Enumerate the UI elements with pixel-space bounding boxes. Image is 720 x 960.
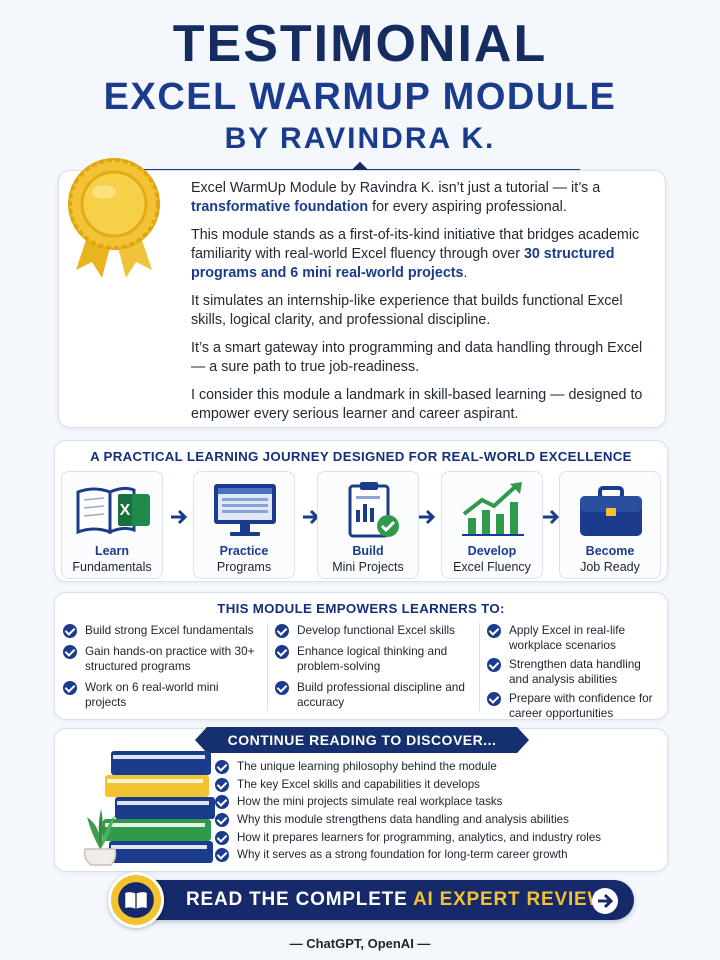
list-item — [275, 680, 471, 710]
testimonial-paragraph — [191, 179, 647, 217]
award-medal-icon — [62, 152, 166, 286]
testimonial-paragraph: It simulates an internship-like experience that builds functional Excel skills, logical clarity, and professional discipline. — [191, 293, 623, 328]
list-item-text: Work on 6 real-world mini projects — [85, 680, 219, 709]
check-circle-icon — [487, 692, 501, 706]
discover-list — [215, 759, 601, 865]
step-sublabel: Fundamentals — [72, 560, 152, 574]
empowers-column-1 — [63, 623, 263, 710]
clipboard-chart-icon — [330, 480, 408, 540]
continue-reading-ribbon: CONTINUE READING TO DISCOVER... — [207, 727, 517, 753]
cta-label: READ THE COMPLETE — [186, 889, 413, 910]
empowers-title: THIS MODULE EMPOWERS LEARNERS TO: — [217, 601, 505, 616]
list-item-text: Build strong Excel fundamentals — [85, 623, 254, 637]
page-subtitle: EXCEL WARMUP MODULE — [103, 76, 617, 118]
check-circle-icon — [215, 831, 229, 845]
check-circle-icon — [63, 681, 77, 695]
page-title: TESTIMONIAL — [172, 15, 548, 73]
cta-label-accent: AI EXPERT REVIEW — [412, 889, 607, 910]
journey-step-practice — [193, 471, 295, 579]
arrow-right-icon — [169, 507, 189, 527]
step-sublabel: Excel Fluency — [453, 560, 531, 574]
step-label: Become — [585, 544, 635, 558]
list-item — [215, 847, 601, 863]
arrow-right-icon — [541, 507, 561, 527]
check-circle-icon — [215, 795, 229, 809]
list-item — [63, 623, 263, 638]
testimonial-text: This module stands as a first-of-its-kind initiative that bridges academic familiarity with real-world Excel fluency through over — [191, 227, 640, 262]
testimonial-text: for every aspiring professional. — [368, 199, 567, 215]
monitor-icon — [206, 480, 284, 540]
testimonial-paragraph — [191, 226, 647, 283]
check-circle-icon — [275, 681, 289, 695]
check-circle-icon — [275, 645, 289, 659]
list-item-text: Gain hands-on practice with 30+ structured programs — [85, 644, 255, 673]
list-item — [215, 812, 601, 828]
testimonial-highlight: 30 structured programs and 6 mini real-world projects — [191, 246, 615, 281]
page-byline: BY RAVINDRA K. — [224, 122, 496, 155]
list-item-text: Apply Excel in real-life workplace scenarios — [509, 623, 626, 652]
journey-step-become — [559, 471, 661, 579]
testimonial-paragraph: I consider this module a landmark in skill-based learning — designed to empower every serious learner and career aspirant. — [191, 387, 643, 422]
list-item-text: Why this module strengthens data handling and analysis abilities — [237, 813, 569, 827]
continue-reading-panel — [54, 728, 668, 872]
journey-step-build — [317, 471, 419, 579]
check-circle-icon — [63, 624, 77, 638]
empowers-panel — [54, 592, 668, 720]
step-label: Practice — [219, 544, 269, 558]
journey-title: A PRACTICAL LEARNING JOURNEY DESIGNED FOR REAL-WORLD EXCELLENCE — [90, 449, 632, 464]
list-item-text: Enhance logical thinking and problem-solving — [297, 644, 448, 673]
empowers-column-2 — [271, 623, 471, 710]
list-item-text: How it prepares learners for programming, analytics, and industry roles — [237, 830, 602, 844]
list-item — [275, 644, 471, 674]
step-sublabel: Mini Projects — [332, 560, 404, 574]
arrow-right-icon — [417, 507, 437, 527]
journey-step-learn — [61, 471, 163, 579]
read-review-button[interactable] — [112, 880, 634, 920]
learning-journey-panel — [54, 440, 668, 582]
svg-text:X: X — [119, 502, 131, 519]
check-circle-icon — [487, 658, 501, 672]
list-item — [487, 691, 655, 721]
step-sublabel: Job Ready — [580, 560, 640, 574]
list-item-text: Prepare with confidence for career opportunities — [509, 691, 653, 720]
testimonial-paragraph: It’s a smart gateway into programming and data handling through Excel — a sure path to true job-readiness. — [191, 340, 643, 375]
list-item-text: The unique learning philosophy behind the module — [237, 760, 497, 773]
list-item — [487, 623, 655, 653]
step-label: Learn — [94, 544, 130, 558]
testimonial-text: . — [463, 265, 468, 281]
column-divider — [479, 623, 480, 711]
empowers-column-3 — [483, 623, 655, 721]
check-circle-icon — [215, 760, 229, 774]
check-circle-icon — [215, 848, 229, 862]
list-item-text: The key Excel skills and capabilities it develops — [237, 777, 480, 791]
list-item-text: Develop functional Excel skills — [297, 623, 456, 637]
list-item-text: Build professional discipline and accuracy — [297, 680, 465, 709]
growth-chart-icon — [454, 480, 532, 540]
check-circle-icon — [215, 778, 229, 792]
list-item — [63, 680, 263, 710]
open-book-icon — [108, 872, 164, 928]
check-circle-icon — [487, 624, 501, 638]
list-item — [215, 777, 601, 793]
list-item — [215, 794, 601, 810]
column-divider — [267, 623, 268, 711]
list-item-text: Why it serves as a strong foundation for long-term career growth — [237, 848, 568, 862]
list-item — [487, 657, 655, 687]
list-item — [275, 623, 471, 638]
list-item — [215, 830, 601, 846]
list-item — [63, 644, 263, 674]
step-sublabel: Programs — [216, 560, 272, 574]
attribution: — ChatGPT, OpenAI — — [289, 936, 431, 951]
check-circle-icon — [215, 813, 229, 827]
step-label: Build — [352, 544, 384, 558]
journey-steps — [61, 471, 661, 577]
book-stack-icon — [75, 737, 235, 869]
list-item-text: How the mini projects simulate real workplace tasks — [237, 795, 503, 809]
testimonial-text: Excel WarmUp Module by Ravindra K. isn’t just a tutorial — it’s a — [191, 180, 601, 196]
check-circle-icon — [275, 624, 289, 638]
journey-step-develop — [441, 471, 543, 579]
list-item — [215, 759, 601, 775]
arrow-right-circle-icon[interactable] — [592, 888, 618, 914]
list-item-text: Strengthen data handling and analysis abilities — [509, 657, 641, 686]
briefcase-icon — [572, 480, 650, 540]
open-book-excel-icon — [74, 480, 152, 540]
testimonial-highlight: transformative foundation — [191, 199, 369, 215]
step-label: Develop — [467, 544, 517, 558]
check-circle-icon — [63, 645, 77, 659]
